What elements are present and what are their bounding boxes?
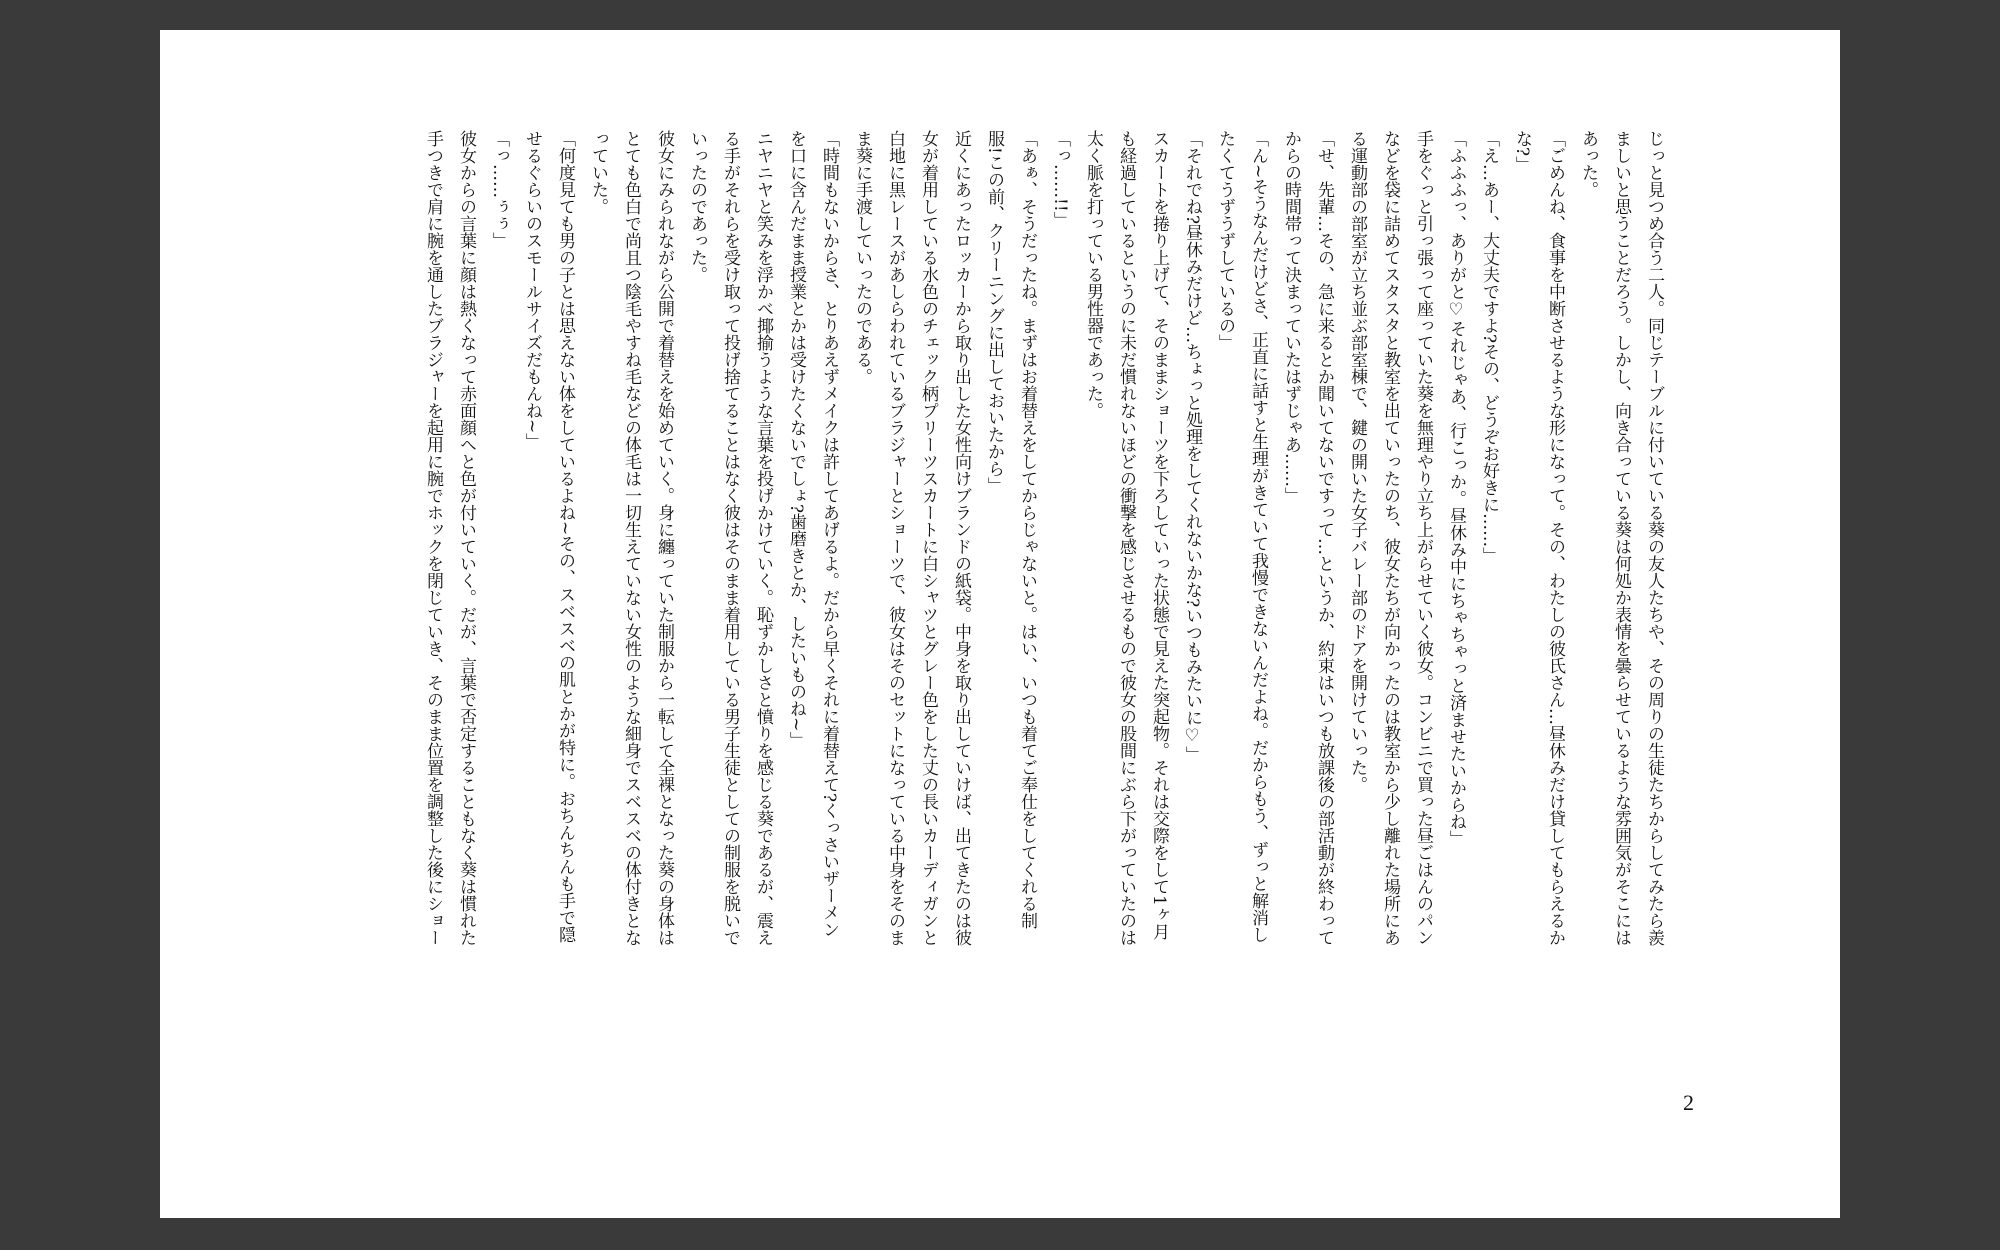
document-page: [160, 30, 1840, 1218]
text-line: からの時間帯って決まっていたはずじゃあ……」: [1281, 130, 1301, 504]
text-line: 「それでね?昼休みだけど…ちょっと処理をしてくれないかな?いつもみたいに♡」: [1182, 130, 1202, 764]
text-line: 「何度見ても男の子とは思えない体をしているよね~その、スベスベの肌とかが特に。おちんちんも手で隠: [555, 130, 575, 944]
text-line: たくてうずうずしているの」: [1215, 130, 1235, 351]
text-line: 「せ、先輩…その、急に来るとか聞いてないですって…というか、約束はいつも放課後の部活動が終わって: [1314, 130, 1334, 946]
text-line: る手がそれらを受け取って投げ捨てることはなく彼はそのまま着用している男子生徒としての制服を脱いで: [720, 130, 740, 946]
text-line: 「ん~そうなんだけどさ、正直に話すと生理がきていて我慢できないんだよね。だからもう、ずっと解消し: [1248, 130, 1268, 944]
text-line: 彼女にみられながら公開で着替えを始めていく。身に纏っていた制服から一転して全裸となった葵の身体は: [654, 130, 674, 946]
text-line: も経過しているというのに未だ慣れないほどの衝撃を感じさせるもので彼女の股間にぶら下がっていたのは: [1116, 130, 1136, 946]
text-line: 「あぁ、そうだったね。まずはお着替えをしてからじゃないと。はい、いつも着てご奉仕をしてくれる制: [1017, 130, 1037, 929]
text-line: 「っ……!!」: [1050, 130, 1070, 229]
text-line: 「っ……ぅぅ」: [489, 130, 509, 249]
text-line: 女が着用している水色のチェック柄プリーツスカートに白シャツとグレー色をした丈の長いカーディガンと: [918, 130, 938, 946]
text-line: 白地に黒レースがあしらわれているブラジャーとショーツで、彼女はそのセットになっている中身をそのま: [885, 130, 905, 946]
body-text: [416, 130, 1670, 1130]
text-line: る運動部の部室が立ち並ぶ部室棟で、鍵の開いた女子バレー部のドアを開けていった。: [1347, 130, 1367, 793]
text-line: ま葵に手渡していったのである。: [852, 130, 872, 385]
text-line: いったのであった。: [687, 130, 707, 283]
text-line: 「時間もないからさ、とりあえずメイクは許してあげるよ。だから早くそれに着替えて?くっさいザーメン: [819, 130, 839, 939]
text-line: 彼女からの言葉に顔は熱くなって赤面顔へと色が付いていく。だが、言葉で否定することもなく葵は慣れた: [456, 130, 476, 946]
text-line: 近くにあったロッカーから取り出した女性向けブランドの紙袋。中身を取り出していけば、出てきたのは彼: [951, 130, 971, 946]
text-line: 服!この前、クリーニングに出しておいたから」: [984, 130, 1004, 494]
text-line: 「え…あー、大丈夫ですよ?その、どうぞお好きに……」: [1479, 130, 1499, 565]
text-line: 手つきで肩に腕を通したブラジャーを起用に腕でホックを閉じていき、そのまま位置を調整した後にショー: [423, 130, 443, 946]
text-line: とても色白で尚且つ陰毛やすね毛などの体毛は一切生えていない女性のような細身でスベスベの体付きとな: [621, 130, 641, 946]
text-line: ましいと思うことだろう。しかし、向き合っている葵は何処か表情を曇らせているような雰囲気がそこには: [1611, 130, 1631, 946]
text-line: じっと見つめ合う二人。同じテーブルに付いている葵の友人たちや、その周りの生徒たちからしてみたら羨: [1644, 130, 1664, 946]
page-number: 2: [1683, 1090, 1694, 1115]
text-line: 手をぐっと引っ張って座っていた葵を無理やり立ち上がらせていく彼女。コンビニで買った昼ごはんのパン: [1413, 130, 1433, 946]
text-line: スカートを捲り上げて、そのままショーツを下ろしていった状態で見えた突起物。それは交際をして1ヶ月: [1149, 130, 1169, 940]
text-line: などを袋に詰めてスタスタと教室を出ていったのち、彼女たちが向かったのは教室から少し離れた場所にあ: [1380, 130, 1400, 946]
text-line: せるぐらいのスモールサイズだもんね~」: [522, 130, 542, 451]
text-line: を口に含んだまま授業とかは受けたくないでしょ?歯磨きとか、したいものね~」: [786, 130, 806, 749]
text-line: 「ふふふっ、ありがと♡それじゃあ、行こっか。昼休み中にちゃちゃっと済ませたいからね」: [1446, 130, 1466, 847]
text-line: ニヤニヤと笑みを浮かべ揶揄うような言葉を投げかけていく。恥ずかしさと憤りを感じる葵であるが、震え: [753, 130, 773, 946]
text-line: な?」: [1512, 130, 1532, 174]
text-line: あった。: [1578, 130, 1598, 198]
text-line: っていた。: [588, 130, 608, 215]
text-line: 「ごめんね、食事を中断させるような形になって。その、わたしの彼氏さん…昼休みだけ貸してもらえるか: [1545, 130, 1565, 946]
text-line: 太く脈を打っている男性器であった。: [1083, 130, 1103, 419]
